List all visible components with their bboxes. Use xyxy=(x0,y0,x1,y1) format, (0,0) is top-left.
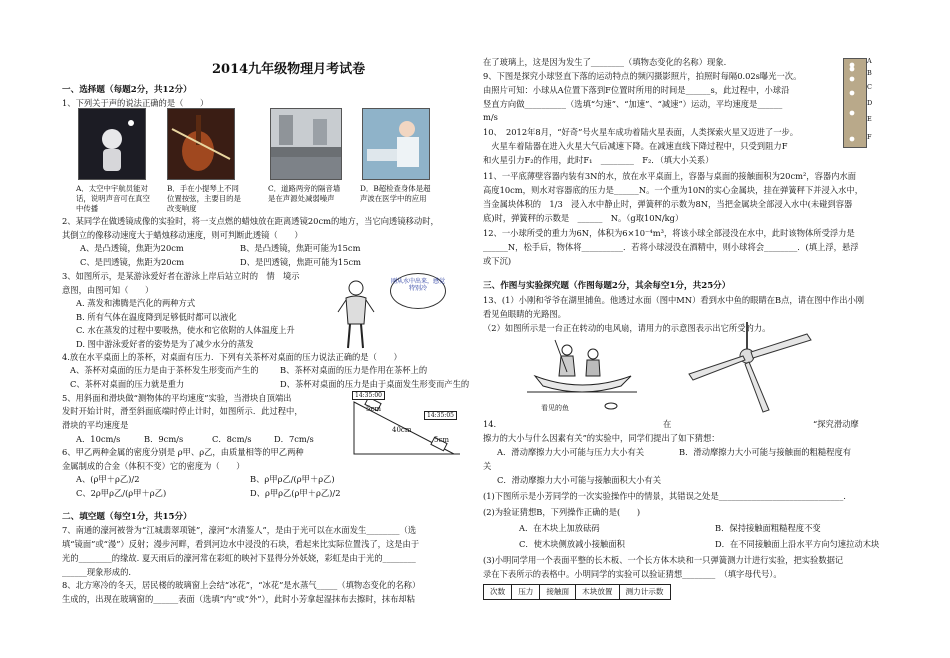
q14-part-2-option-d: D．在不同接触面上沿水平方向匀速拉动木块 xyxy=(715,539,880,549)
q3-option-c: C. 水在蒸发的过程中要吸热，使水和它依附的人体温度上升 xyxy=(76,325,295,335)
ceiling-fan-diagram xyxy=(685,322,815,414)
violin-photo xyxy=(167,108,235,180)
q2-option-a: A、是凸透镜，焦距为20cm xyxy=(80,243,184,253)
swimmer-figure xyxy=(328,278,388,350)
q11-line-2: 高度10cm，则水对容器底的压力是______N。一个重为10N的实心金属块，挂在弹簧秤下并浸入水中， xyxy=(483,185,864,195)
table-header-cell: 木块放置 xyxy=(576,585,619,600)
data-table xyxy=(483,584,671,600)
q6-option-c: C、2ρ甲ρ乙/(ρ甲＋ρ乙) xyxy=(76,488,167,498)
q1-option-c: C．道路两旁的隔音墙是在声源处减弱噪声 xyxy=(268,184,341,203)
swimmer-illustration xyxy=(328,278,388,350)
timer-end: 14:35:05 xyxy=(424,411,457,420)
table-header-cell: 测力计示数 xyxy=(619,585,670,600)
q4-option-b: B、茶杯对桌面的压力是作用在茶杯上的 xyxy=(280,365,428,375)
q13-line-2: 看见鱼眼睛的光路图。 xyxy=(483,309,566,319)
q14-guess-b-cont: 关 xyxy=(483,461,492,471)
q3-line-2: 意图，由图可知（ ） xyxy=(62,285,154,295)
q5-option-d: D．7cm/s xyxy=(274,434,314,444)
q2-line-2: 其倒立的像移动速度大于蜡烛移动速度，则可判断此透镜（ ） xyxy=(62,230,303,240)
q5-line-3: 滑块的平均速度是 xyxy=(62,420,129,430)
q14-part-3-line-2: 录在下表所示的表格中。小明同学的实验可以验证猜想________ （填字母代号）。 xyxy=(483,569,782,579)
q10-line-2: 火星车着陆器在进入火星大气后减速下降。在减速直线下降过程中，只受到阻力F xyxy=(483,141,788,151)
b-ultrasound-photo xyxy=(362,108,430,180)
q2-option-d: D、是凹透镜，焦距可能为15cm xyxy=(240,257,361,267)
q7-line-3: 光的________的缘故. 夏天雨后的濠河常在彩虹的映衬下显得分外妖娆，彩虹是由于光的________ xyxy=(62,553,416,563)
q14-guess-a: A．滑动摩擦力大小可能与压力大小有关 xyxy=(497,447,645,457)
q10-line-3: 和火星引力F₂的作用，此时F₁ ________ F₂．（填大小关系） xyxy=(483,155,714,165)
q1-option-d: D．B超检查身体是超声波在医学中的应用 xyxy=(360,184,431,203)
q14-part-2: (2)为验证猜想B，下列操作正确的是( ) xyxy=(483,507,641,517)
strobe-mark-a: A xyxy=(867,57,872,65)
strobe-mark-b: B xyxy=(867,69,872,77)
q4-option-a: A、茶杯对桌面的压力是由于茶杯发生形变而产生的 xyxy=(70,365,259,375)
q9-line-1: 9、下图是探究小球竖直下落的运动特点的频闪摄影照片，拍照时每隔0.02s曝光一次。 xyxy=(483,71,802,81)
q11-line-1: 11、一平底薄壁容器内装有3N的水，放在水平桌面上，容器与桌面的接触面积为20cm²，容器内水面 xyxy=(483,171,857,181)
q14-number: 14. xyxy=(483,419,497,429)
q3-line-1: 3、如图所示，是某游泳爱好者在游泳上岸后站立时的 情 境示 xyxy=(62,271,300,281)
page-title: 2014九年级物理月考试卷 xyxy=(212,62,366,77)
q5-line-1: 5、用斜面和滑块做“测物体的平均速度”实验，当滑块自顶端出 xyxy=(62,393,292,403)
q4-stem: 4.放在水平桌面上的茶杯，对桌面有压力．下列有关茶杯对桌面的压力说法正确的是（ ） xyxy=(62,352,402,362)
violin-illustration xyxy=(168,109,234,179)
q5-option-a: A．10cm/s xyxy=(76,434,121,444)
length-label-bottom: 5cm xyxy=(434,436,450,444)
q2-option-b: B、是凸透镜，焦距可能为15cm xyxy=(240,243,361,253)
table-header-cell: 次数 xyxy=(484,585,512,600)
q12-line-1: 12、一小球所受的重力为6N，体积为6×10⁻⁴m³，将该小球全部浸没在水中，此时该物体所受浮力是 xyxy=(483,228,855,238)
q14-guess-b: B．滑动摩擦力大小可能与接触面的粗糙程度有 xyxy=(679,447,852,457)
q14-part-2-option-a: A．在木块上加放砝码 xyxy=(519,523,600,533)
timer-start: 14:35:00 xyxy=(352,391,385,400)
q7-line-1: 7、南通的濠河被誉为“江城翡翠项链”，濠河“水清鉴人”，是由于光可以在水面发生________（选 xyxy=(62,525,417,535)
q6-option-b: B、ρ甲ρ乙/(ρ甲＋ρ乙) xyxy=(250,474,335,484)
strobe-mark-c: C xyxy=(867,83,872,91)
ceiling-fan-illustration xyxy=(685,322,815,414)
q14-line-2: 擦力的大小与什么因素有关”的实验中，同学们提出了如下猜想： xyxy=(483,433,720,443)
sound-barrier-photo xyxy=(270,108,342,180)
q5-line-2: 发时开始计时，滑至斜面底端时停止计时，如图所示．此过程中， xyxy=(62,406,303,416)
q7-line-4: ______现象形成的. xyxy=(62,567,132,577)
q2-line-1: 2、某同学在做透镜成像的实验时，将一支点燃的蜡烛放在距离透镜20cm的地方，当它向透镜移动时， xyxy=(62,216,439,226)
swimmer-speech-bubble: 刚从水中出来，感觉特别冷 xyxy=(390,273,446,309)
table-header-row xyxy=(484,585,671,600)
q13-line-1: 13、(1）小刚和爷爷在湖里捕鱼。他透过水面（图中MN）看到水中鱼的眼睛在B点，请在图中作出小刚 xyxy=(483,295,865,305)
q14-word-in: 在 xyxy=(663,419,672,429)
astronaut-photo xyxy=(78,108,146,180)
q10-line-1: 10、 2012年8月，“好奇”号火星车成功着陆火星表面，人类探索火星又迈进了一步。 xyxy=(483,127,799,137)
fish-caption: 看见的鱼 xyxy=(541,404,569,412)
q11-line-3: 当金属块体积的 1/3 浸入水中静止时，弹簧秤的示数为8N，当把金属块全部浸入水中(未碰到容器 xyxy=(483,199,853,209)
q6-option-a: A、(ρ甲＋ρ乙)/2 xyxy=(76,474,140,484)
q9-line-3: 竖直方向做__________（选填“匀速”、“加速”、“减速”）运动，平均速度是______ xyxy=(483,99,783,109)
q6-line-2: 金属制成的合金（体积不变）它的密度为（ ） xyxy=(62,461,245,471)
section-1-heading: 一、选择题（每题2分，共12分） xyxy=(62,85,192,95)
q1-stem: 1、下列关于声的说法正确的是（ ） xyxy=(62,98,209,108)
q14-part-1: (1)下图所示是小芳同学的一次实验操作中的情景，其错误之处是______________________________. xyxy=(483,491,846,501)
q6-line-1: 6、甲乙两种金属的密度分别是 ρ甲、ρ乙，由质量相等的甲乙两种 xyxy=(62,447,304,457)
strobe-mark-f: F xyxy=(867,133,872,141)
q9-line-4: m/s xyxy=(483,112,498,122)
q12-line-3: 或下沉) xyxy=(483,256,512,266)
strobe-photo xyxy=(843,58,867,148)
q14-part-2-option-c: C．使木块侧放减小接触面积 xyxy=(519,539,625,549)
q6-option-d: D、ρ甲ρ乙(ρ甲＋ρ乙)/2 xyxy=(250,488,341,498)
q14-part-2-option-b: B．保持接触面粗糙程度不变 xyxy=(715,523,821,533)
q4-option-c: C、茶杯对桌面的压力就是重力 xyxy=(70,379,185,389)
q5-option-c: C．8cm/s xyxy=(212,434,252,444)
q3-option-a: A. 蒸发和沸腾是汽化的两种方式 xyxy=(76,298,196,308)
q12-line-2: ______N，松手后，物体将__________．若将小球浸没在酒精中，则小球将会________．(填上浮，悬浮 xyxy=(483,242,859,252)
q4-option-d: D、茶杯对桌面的压力是由于桌面发生形变而产生的 xyxy=(280,379,470,389)
q8-line-2: 生成的，出现在玻璃窗的______表面（选填“内”或“外”），此时小芳拿起湿抹布去擦时，抹布却粘 xyxy=(62,594,415,604)
q9-line-2: 由照片可知：小球从A位置下落到F位置时所用的时间是______s，此过程中，小球沿 xyxy=(483,85,790,95)
q14-part-3-line-1: (3)小明同学用一个表面平整的长木板、一个长方体木块和一只弹簧测力计进行实验，把实验数据记 xyxy=(483,555,844,565)
q14-guess-c: C．滑动摩擦力大小可能与接触面积大小有关 xyxy=(497,475,661,485)
strobe-mark-d: D xyxy=(867,99,873,107)
length-label-top: 5cm xyxy=(366,405,382,413)
q3-option-d: D. 图中游泳爱好者的姿势是为了减少水分的蒸发 xyxy=(76,339,254,349)
q3-option-b: B. 所有气体在温度降到足够低时都可以液化 xyxy=(76,312,237,322)
ultrasound-illustration xyxy=(363,109,429,179)
q2-option-c: C、是凹透镜，焦距为20cm xyxy=(80,257,185,267)
q11-line-4: 底)时，弹簧秤的示数是 ______ N。（g取10N/kg） xyxy=(483,213,684,223)
q5-option-b: B．9cm/s xyxy=(144,434,184,444)
strobe-mark-e: E xyxy=(867,115,872,123)
q13-line-3: （2）如图所示是一台正在转动的电风扇，请用力的示意图表示出它所受的力。 xyxy=(483,323,771,333)
q14-line-1-end: “探究滑动摩 xyxy=(813,419,859,429)
q1-option-a: A．太空中宇航员能对话，说明声音可在真空中传播 xyxy=(76,184,150,213)
q8-line-1: 8、北方寒冷的冬天，居民楼的玻璃窗上会结“冰花”，“冰花”是水蒸气_____（填物态变化的名称） xyxy=(62,580,421,590)
q7-line-2: 填“镜面”或“漫”）反射；漫步河畔，看到河边水中浸没的石块，看起来比实际位置浅了，这是由于 xyxy=(62,539,420,549)
section-2-heading: 二、填空题（每空1分，共15分） xyxy=(62,512,192,522)
length-label-incline: 40cm xyxy=(392,426,412,434)
strobe-ball-positions xyxy=(844,59,866,147)
q1-option-b: B．手在小提琴上不同位置按弦，主要目的是改变响度 xyxy=(167,184,241,213)
section-3-heading: 三、作图与实验探究题（作图每题2分，其余每空1分，共25分） xyxy=(483,281,731,291)
sound-barrier-illustration xyxy=(271,109,341,179)
q8-line-3: 在了玻璃上，这是因为发生了________（填物态变化的名称）现象. xyxy=(483,57,727,67)
astronaut-illustration xyxy=(79,109,145,179)
table-header-cell: 接触面 xyxy=(540,585,576,600)
table-header-cell: 压力 xyxy=(512,585,540,600)
